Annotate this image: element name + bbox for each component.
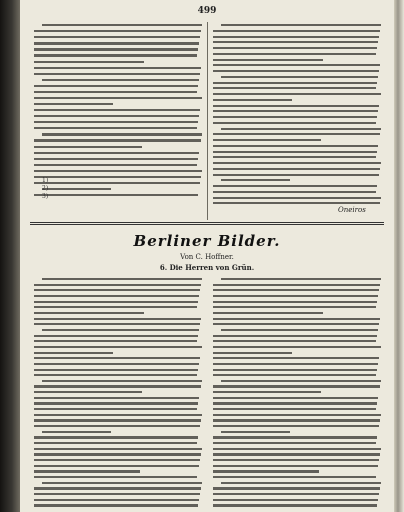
text-line <box>213 151 377 153</box>
text-line <box>213 363 378 365</box>
text-line <box>221 179 290 181</box>
text-column-left-body <box>34 276 202 508</box>
text-line <box>213 105 379 107</box>
text-line <box>213 318 380 320</box>
text-line <box>34 470 140 472</box>
text-line <box>34 170 202 172</box>
text-line <box>42 133 202 135</box>
text-line <box>221 128 381 130</box>
text-line <box>213 374 376 376</box>
text-line <box>213 168 380 170</box>
text-line <box>213 289 379 291</box>
text-line <box>213 335 377 337</box>
text-line <box>213 369 377 371</box>
text-line <box>34 91 197 93</box>
footnote-marker: 3) <box>42 193 49 200</box>
text-line <box>213 30 380 32</box>
text-line <box>213 476 376 478</box>
text-line <box>213 414 381 416</box>
text-line <box>213 312 323 314</box>
text-line <box>213 99 292 101</box>
text-line <box>213 301 377 303</box>
text-line <box>34 295 199 297</box>
text-line <box>213 419 380 421</box>
text-line <box>34 323 200 325</box>
text-line <box>213 385 380 387</box>
text-line <box>34 85 198 87</box>
text-line <box>34 139 201 141</box>
text-line <box>213 346 381 348</box>
text-line <box>34 301 198 303</box>
text-line <box>213 499 378 501</box>
text-line <box>34 385 201 387</box>
column-divider <box>207 22 208 220</box>
text-line <box>221 482 381 484</box>
text-line <box>34 73 200 75</box>
text-line <box>213 352 292 354</box>
text-line <box>213 306 376 308</box>
text-line <box>221 278 381 280</box>
text-line <box>213 133 380 135</box>
text-line <box>213 191 376 193</box>
text-line <box>34 419 201 421</box>
text-line <box>34 363 199 365</box>
text-line <box>34 48 198 50</box>
text-line <box>213 202 380 204</box>
text-line <box>213 493 379 495</box>
section-divider-rule <box>30 224 384 225</box>
text-line <box>213 402 377 404</box>
text-line <box>34 30 201 32</box>
text-line <box>34 453 201 455</box>
text-line <box>213 64 380 66</box>
text-line <box>221 431 290 433</box>
text-line <box>34 335 198 337</box>
text-line <box>213 295 378 297</box>
text-line <box>213 323 379 325</box>
text-line <box>34 103 113 105</box>
text-line <box>213 116 377 118</box>
text-line <box>34 369 198 371</box>
text-line <box>34 289 200 291</box>
text-line <box>213 391 321 393</box>
text-line <box>213 156 376 158</box>
text-line <box>34 109 200 111</box>
text-line <box>213 87 376 89</box>
text-line <box>213 110 378 112</box>
text-line <box>213 459 379 461</box>
text-line <box>213 397 378 399</box>
text-line <box>34 402 198 404</box>
text-line <box>34 425 200 427</box>
book-page <box>20 0 394 512</box>
text-line <box>34 312 144 314</box>
text-line <box>34 306 197 308</box>
text-line <box>34 42 199 44</box>
text-line <box>34 115 199 117</box>
text-line <box>34 357 200 359</box>
signature: Oneiros <box>338 206 366 214</box>
text-line <box>34 54 197 56</box>
text-line <box>221 76 378 78</box>
text-line <box>213 487 380 489</box>
text-line <box>34 499 199 501</box>
text-line <box>213 82 377 84</box>
text-line <box>34 194 198 196</box>
text-line <box>34 352 113 354</box>
text-line <box>213 53 376 55</box>
text-line <box>34 152 199 154</box>
text-line <box>34 408 197 410</box>
text-line <box>213 145 378 147</box>
text-line <box>221 380 381 382</box>
text-line <box>213 174 379 176</box>
text-line <box>213 357 379 359</box>
text-line <box>213 162 381 164</box>
text-line <box>213 504 377 506</box>
text-line <box>42 278 202 280</box>
footnote-marker: 2) <box>42 185 49 192</box>
text-line <box>34 346 202 348</box>
text-line <box>34 146 142 148</box>
text-line <box>213 340 376 342</box>
text-line <box>34 465 199 467</box>
text-line <box>34 436 198 438</box>
text-line <box>213 408 376 410</box>
text-line <box>213 436 377 438</box>
text-line <box>213 70 379 72</box>
scan-shadow-left <box>0 0 20 512</box>
text-line <box>213 93 381 95</box>
text-line <box>34 391 142 393</box>
text-line <box>34 397 199 399</box>
text-line <box>213 442 376 444</box>
text-line <box>213 453 380 455</box>
article-author: Von C. Hoffner. <box>180 253 234 261</box>
text-line <box>34 459 200 461</box>
text-line <box>213 197 381 199</box>
section-divider-rule <box>30 222 384 223</box>
text-line <box>221 329 378 331</box>
article-title: Berliner Bilder. <box>133 232 281 250</box>
text-line <box>213 284 380 286</box>
text-line <box>34 504 198 506</box>
text-line <box>213 465 378 467</box>
text-line <box>34 97 202 99</box>
text-line <box>42 329 199 331</box>
text-line <box>213 448 381 450</box>
text-line <box>213 425 379 427</box>
text-line <box>42 79 199 81</box>
article-section-title: 6. Die Herren von Grün. <box>159 263 255 272</box>
text-line <box>34 36 200 38</box>
text-line <box>34 182 200 184</box>
text-line <box>34 121 198 123</box>
text-line <box>34 67 201 69</box>
text-line <box>213 59 323 61</box>
text-line <box>213 122 376 124</box>
text-line <box>34 158 198 160</box>
text-line <box>42 188 111 190</box>
text-line <box>213 41 378 43</box>
text-line <box>34 493 200 495</box>
footnote-marker: 1) <box>42 177 49 184</box>
text-line <box>34 176 201 178</box>
text-line <box>213 47 377 49</box>
text-line <box>34 476 197 478</box>
text-line <box>42 380 202 382</box>
text-line <box>42 482 202 484</box>
text-line <box>213 185 377 187</box>
text-line <box>213 470 319 472</box>
text-column-right-body <box>213 276 381 508</box>
text-line <box>34 487 201 489</box>
text-line <box>34 318 201 320</box>
text-line <box>42 24 202 26</box>
text-line <box>42 431 111 433</box>
text-column-right-top <box>213 22 381 206</box>
text-line <box>34 414 202 416</box>
text-line <box>34 164 197 166</box>
text-line <box>221 24 381 26</box>
text-line <box>34 127 197 129</box>
text-line <box>34 374 197 376</box>
text-line <box>34 442 197 444</box>
text-line <box>34 284 201 286</box>
text-line <box>34 340 197 342</box>
page-number: 499 <box>197 6 217 16</box>
text-line <box>213 36 379 38</box>
text-line <box>213 139 321 141</box>
text-line <box>34 61 144 63</box>
text-column-left-top <box>34 22 202 198</box>
text-line <box>34 448 202 450</box>
scan-page-edge-right <box>394 0 404 512</box>
